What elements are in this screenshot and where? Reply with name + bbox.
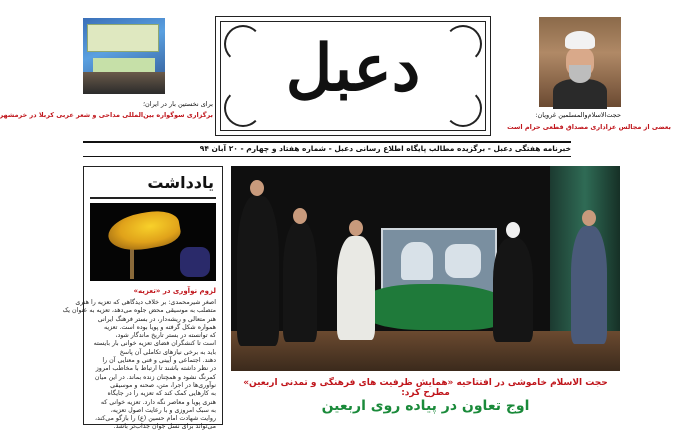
column-body-line: دهند. اجتماعی و آیینی و فنی و معنایی آن را — [102, 357, 216, 365]
column-body-line: همواره شکل گرفته و پویا بوده است. تعزیه — [103, 323, 216, 331]
person-head — [506, 222, 520, 238]
person-head — [250, 180, 264, 196]
column-body-line: می‌تواند برای نسل جوان جذاب‌تر باشد. — [113, 423, 216, 431]
main-story-kicker: حجت الاسلام خاموشی در افتتاحیه «همایش ظرفیت های فرهنگی و تمدنی اربعین» مطرح کرد: — [243, 378, 608, 398]
column-body-line: به سبک امروزی و با رعایت اصول تعزیه، — [110, 406, 216, 414]
column-body-line: باید به برخی نیازهای تکاملی آن پاسخ — [119, 348, 216, 356]
turban-graphic — [565, 31, 595, 49]
cleric-figure — [337, 236, 375, 340]
main-story-headline[interactable]: اوج تعاون در پیاده روی اربعین — [321, 398, 530, 414]
column-body — [62, 299, 216, 432]
column-body-line: در نظر داشته باشند تا ارتباط با مخاطب امروز — [95, 365, 216, 373]
motif-graphic — [445, 244, 481, 278]
robe-graphic — [553, 79, 607, 109]
column-body-line: متصلب به موسیقی محض جلوه می‌دهد، تعزیه به عنوان یک — [62, 307, 216, 315]
column-body-line: اصغر شیرمحمدی: بر خلاف دیدگاهی که تعزیه را هنری — [75, 299, 216, 306]
right-story-photo[interactable] — [539, 17, 621, 107]
cloth-graphic — [180, 247, 210, 277]
column-body-line: هنر متعالی و ریشه‌دار، در بستر فرهنگ ایرانی — [97, 315, 216, 323]
person-figure — [283, 222, 317, 342]
person-head — [582, 210, 596, 226]
person-head — [349, 220, 363, 236]
opinion-column — [62, 166, 223, 431]
column-body-line: به کارهایی کمک کند که تعزیه را در جایگاه — [107, 390, 216, 398]
column-subtitle[interactable]: لزوم نوآوری در «تعزیه» — [133, 287, 216, 295]
column-body-line: نوآوری‌ها در اجرا، متن، صحنه و موسیقی — [110, 381, 216, 389]
column-body-line: که توانسته در بستر تاریخ ماندگار شود، — [115, 332, 216, 340]
column-body-line: کمرنگ نشود و همچنان زنده بماند. در این میان — [94, 373, 216, 381]
main-story-photo[interactable] — [231, 166, 620, 371]
dateline: خبرنامه هفتگی دعبل - برگزیده مطالب پایگاه اطلاع رسانی دعبل - شماره هفتاد و چهارم - ۲۰ آبان ۹۴ — [83, 141, 571, 157]
green-cloth-graphic — [361, 284, 511, 330]
banner-graphic — [87, 24, 159, 52]
column-body-line: هنری پویا و معاصر نگه دارد. تعزیه خوانی که — [100, 398, 216, 406]
left-story-headline[interactable]: برگزاری سوگواره بین‌المللی مداحی و شعر عربی کربلا در خرمشهر — [0, 111, 213, 119]
column-photo — [90, 203, 216, 281]
column-body-line: روایت شهادت امام حسین (ع) را بازگو می‌کند، — [94, 415, 216, 423]
left-story-label: برای نخستین بار در ایران؛ — [142, 100, 213, 108]
feather-plume-graphic — [105, 207, 182, 255]
masthead-title: دعبل — [285, 31, 421, 106]
cleric-figure — [493, 238, 533, 342]
beard-graphic — [569, 65, 591, 83]
right-story-label: حجت‌الاسلام‌والمسلمین غرویان: — [535, 111, 621, 119]
column-divider — [90, 197, 216, 199]
column-body-line: است تا کنشگران فضای تعزیه خوانی بار بایسته — [93, 340, 216, 348]
person-figure — [237, 196, 279, 346]
motif-graphic — [401, 242, 433, 280]
left-story-photo[interactable] — [83, 18, 165, 94]
person-figure — [571, 226, 607, 344]
person-head — [293, 208, 307, 224]
crowd-graphic — [83, 72, 165, 94]
column-title: یادداشت — [147, 173, 214, 192]
masthead — [215, 16, 491, 136]
right-story-headline[interactable]: بعضی از مجالس عزاداری مصداق قطعی حرام است — [507, 123, 671, 131]
